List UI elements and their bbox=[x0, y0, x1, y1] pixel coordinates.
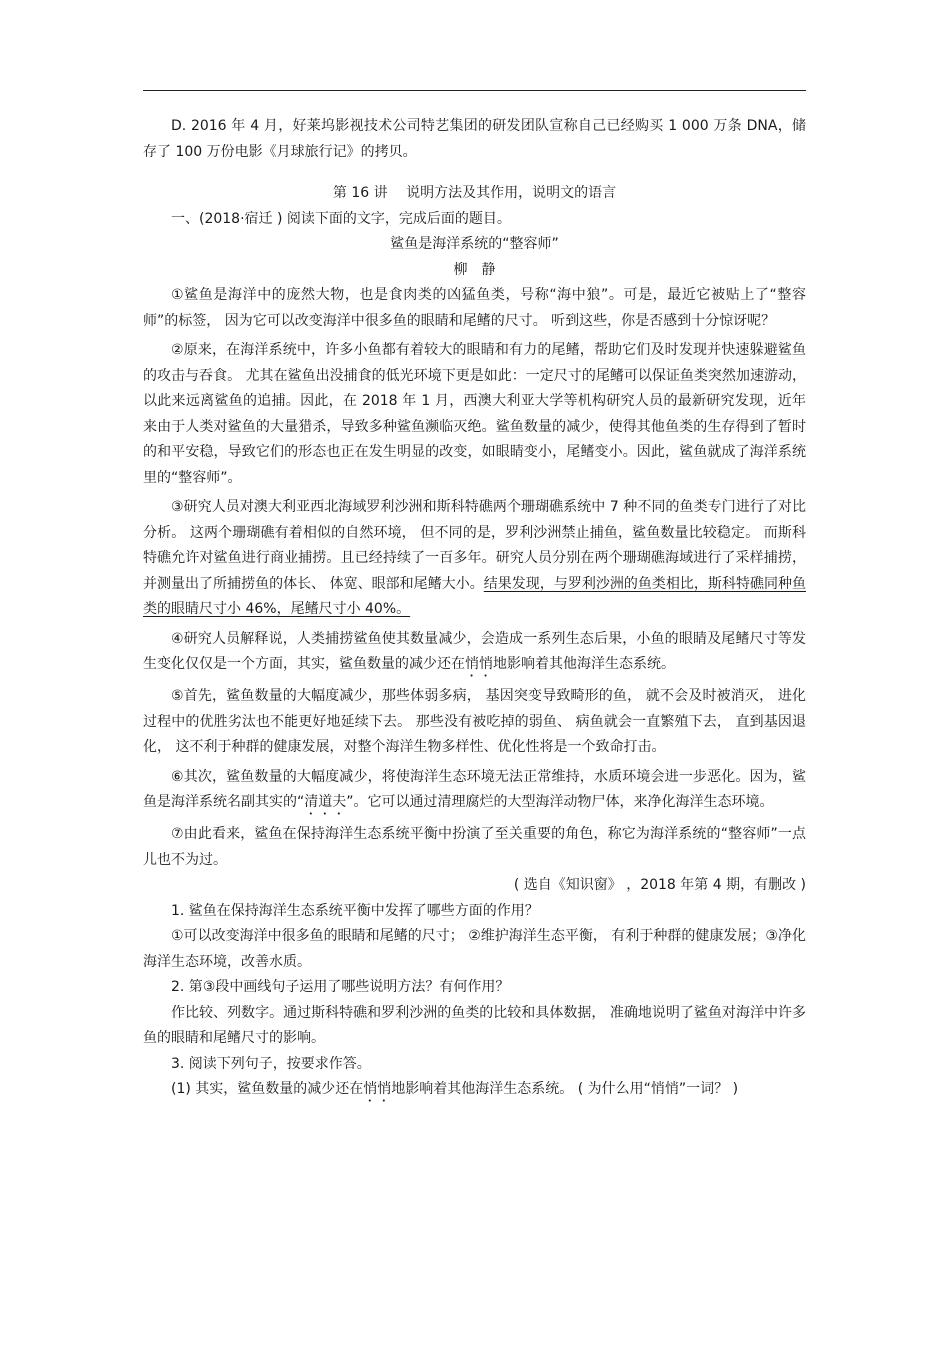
section-intro: 一、(2018·宿迁 ) 阅读下面的文字，完成后面的题目。 bbox=[171, 210, 511, 227]
paragraph-3 bbox=[143, 495, 806, 623]
document-body bbox=[143, 114, 806, 1105]
underlined-sentence: 结果发现，与罗利沙洲的鱼类相比，斯科特礁同种鱼类的眼睛尺寸小 46%，尾鳍尺寸小 40%。 bbox=[143, 575, 807, 617]
question-3-1-text-a: (1) 其实，鲨鱼数量的减少还在 bbox=[171, 1081, 364, 1097]
question-3-1-text-b: 地影响着其他海洋生态系统。 ( 为什么用“悄悄”一词？ ) bbox=[391, 1081, 739, 1097]
article-author: 柳 静 bbox=[453, 261, 496, 278]
header-rule bbox=[143, 90, 806, 91]
question-2: 2. 第③段中画线句子运用了哪些说明方法？有何作用？ bbox=[171, 979, 510, 995]
paragraph-7: ⑦由此看来，鲨鱼在保持海洋生态系统平衡中扮演了至关重要的角色，称它为海洋系统的“整容师”一点儿也不为过。 bbox=[143, 826, 806, 868]
paragraph-5: ⑤首先，鲨鱼数量的大幅度减少，那些体弱多病， 基因突变导致畸形的鱼， 就不会及时被消灭， 进化过程中的优胜劣汰也不能更好地延续下去。 那些没有被吃掉的弱鱼、 病鱼就会一直繁殖下去， 直到基因退化， 这不利于种群的健康发展，对整个海洋生物多样性、优化性将是一个致命打击。 bbox=[143, 688, 806, 755]
dotted-word-qiaoqiao: 悄悄 bbox=[465, 656, 493, 672]
answer-1: ①可以改变海洋中很多鱼的眼睛和尾鳍的尺寸； ②维护海洋生态平衡， 有利于种群的健康发展；③净化海洋生态环境，改善水质。 bbox=[143, 928, 806, 970]
question-3-1 bbox=[143, 1077, 806, 1105]
dotted-word-qingdaofu: 清道夫 bbox=[304, 794, 347, 810]
option-d: D. 2016 年 4 月，好莱坞影视技术公司特艺集团的研发团队宣称自己已经购买 1 000 万条 DNA，储存了 100 万份电影《月球旅行记》的拷贝。 bbox=[143, 118, 806, 160]
paragraph-6 bbox=[143, 765, 806, 819]
dotted-word-qiaoqiao-q: 悄悄 bbox=[363, 1081, 392, 1097]
paragraph-2: ②原来，在海洋系统中，许多小鱼都有着较大的眼睛和有力的尾鳍，帮助它们及时发现并快速躲避鲨鱼的攻击与吞食。 尤其在鲨鱼出没捕食的低光环境下更是如此：一定尺寸的尾鳍可以保证鱼类突然加速游动，以此来远离鲨鱼的追捕。因此，在 2018 年 1 月，西澳大利亚大学等机构研究人员的最新研究发现，近年来由于人类对鲨鱼的大量猎杀，导致多种鲨鱼濒临灭绝。鲨鱼数量的减少，使得其他鱼类的生存得到了暂时的和平安稳，导致它们的形态也正在发生明显的改变，如眼睛变小，尾鳍变小。因此，鲨鱼就成了海洋系统里的“整容师”。 bbox=[143, 342, 806, 486]
article-source: ( 选自《知识窗》 ，2018 年第 4 期，有删改 ) bbox=[513, 877, 806, 893]
paragraph-6-text-a: ⑥其次，鲨鱼数量的大幅度减少，将使海洋生态环境无法正常维持，水质环境会进一步恶化。因为，鲨鱼是海洋系统名副其实的“ bbox=[143, 768, 806, 810]
lesson-title: 第 16 讲 说明方法及其作用，说明文的语言 bbox=[332, 185, 617, 201]
paragraph-1: ①鲨鱼是海洋中的庞然大物，也是食肉类的凶猛鱼类，号称“海中狼”。可是，最近它被贴上了“整容师”的标签， 因为它可以改变海洋中很多鱼的眼睛和尾鳍的尺寸。 听到这些，你是否感到十分惊讶呢？ bbox=[143, 287, 806, 329]
answer-2: 作比较、列数字。通过斯科特礁和罗利沙洲的鱼类的比较和具体数据， 准确地说明了鲨鱼对海洋中许多鱼的眼睛和尾鳍尺寸的影响。 bbox=[143, 1004, 806, 1046]
paragraph-6-text-b: ”。它可以通过清理腐烂的大型海洋动物尸体，来净化海洋生态环境。 bbox=[346, 794, 774, 810]
paragraph-4-text-a: ④研究人员解释说，人类捕捞鲨鱼使其数量减少，会造成一系列生态后果，小鱼的眼睛及尾鳍尺寸等发生变化仅仅是一个方面，其实，鲨鱼数量的减少还在 bbox=[143, 630, 806, 672]
question-3: 3. 阅读下列句子，按要求作答。 bbox=[171, 1055, 371, 1072]
question-1: 1. 鲨鱼在保持海洋生态系统平衡中发挥了哪些方面的作用？ bbox=[171, 902, 539, 919]
paragraph-3-text: ③研究人员对澳大利亚西北海域罗利沙洲和斯科特礁两个珊瑚礁系统中 7 种不同的鱼类专门进行了对比分析。 这两个珊瑚礁有着相似的自然环境， 但不同的是，罗利沙洲禁止捕鱼，鲨鱼数量比较稳定。 而斯科特礁允许对鲨鱼进行商业捕捞。且已经持续了一百多年。研究人员分别在两个珊瑚礁海域进行了采样捕捞， 并测量出了所捕捞鱼的体长、 体宽、眼部和尾鳍大小。 bbox=[143, 499, 806, 592]
article-title: 鲨鱼是海洋系统的“整容师” bbox=[390, 236, 559, 252]
paragraph-4-text-b: 地影响着其他海洋生态系统。 bbox=[493, 656, 675, 672]
paragraph-4 bbox=[143, 627, 806, 681]
